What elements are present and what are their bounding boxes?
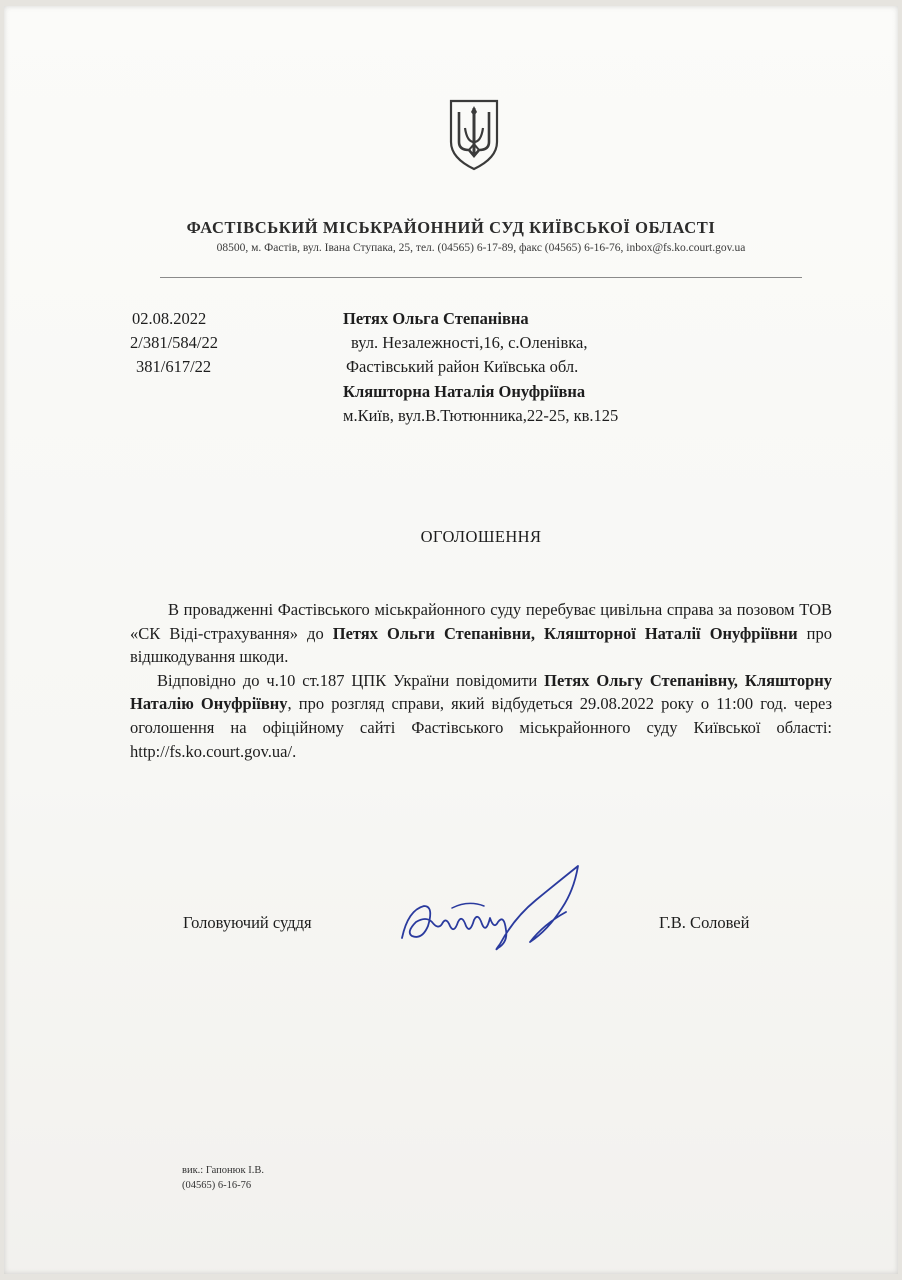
- paragraph-text: , про розгляд справи, який відбудеться 29.08.2022 року о 11:00 год. через оголошення на офіційному сайті Фастівського міськрайонного суду Київської області: http://fs.ko.court.gov.ua/.: [130, 694, 832, 761]
- recipient-name: Кляшторна Наталія Онуфріївна: [343, 382, 586, 401]
- executor-phone: (04565) 6-16-76: [182, 1180, 252, 1191]
- paragraph-text: Відповідно до ч.10 ст.187 ЦПК України повідомити: [157, 670, 545, 690]
- defendant-names: Петях Ольгу Степанівну, Кляшторну Наталію Онуфріївну: [130, 670, 833, 714]
- notice-paragraph: [130, 669, 832, 763]
- recipient-address-line: вул. Незалежності,16, с.Оленівка,: [351, 333, 588, 352]
- document-heading: ОГОЛОШЕННЯ: [420, 527, 542, 546]
- header-divider: [160, 277, 802, 278]
- document-date: 02.08.2022: [132, 309, 207, 328]
- trident-emblem-icon: [447, 98, 501, 172]
- judge-name: Г.В. Соловей: [659, 913, 750, 932]
- executor-info: [182, 1163, 264, 1193]
- court-address: 08500, м. Фастів, вул. Івана Ступака, 25, тел. (04565) 6-17-89, факс (04565) 6-16-76, inbox@fs.ko.court.gov.ua: [216, 242, 746, 254]
- paragraph-text: В провадженні Фастівського міськрайонного суду перебуває цивільна справа за позовом ТОВ «СК Віді-страхування» до: [130, 600, 832, 643]
- court-name: ФАСТІВСЬКИЙ МІСЬКРАЙОННИЙ СУД КИЇВСЬКОЇ ОБЛАСТІ: [186, 218, 716, 237]
- signatory-role: Головуючий суддя: [183, 913, 312, 932]
- executor-name: вик.: Гапонюк І.В.: [182, 1165, 264, 1176]
- paragraph-text: про відшкодування шкоди.: [130, 623, 832, 667]
- defendant-names: Петях Ольги Степанівни, Кляшторної Наталії Онуфріївни: [332, 623, 798, 643]
- handwritten-signature: [398, 860, 594, 970]
- notice-body: [130, 598, 832, 763]
- recipient-address-line: Фастівський район Київська обл.: [346, 357, 579, 376]
- case-number: 2/381/584/22: [130, 333, 219, 352]
- proceeding-number: 381/617/22: [136, 357, 212, 376]
- notice-paragraph: [130, 598, 832, 669]
- recipient-name: Петях Ольга Степанівна: [343, 309, 529, 328]
- recipient-address-line: м.Київ, вул.В.Тютюнника,22-25, кв.125: [343, 406, 619, 425]
